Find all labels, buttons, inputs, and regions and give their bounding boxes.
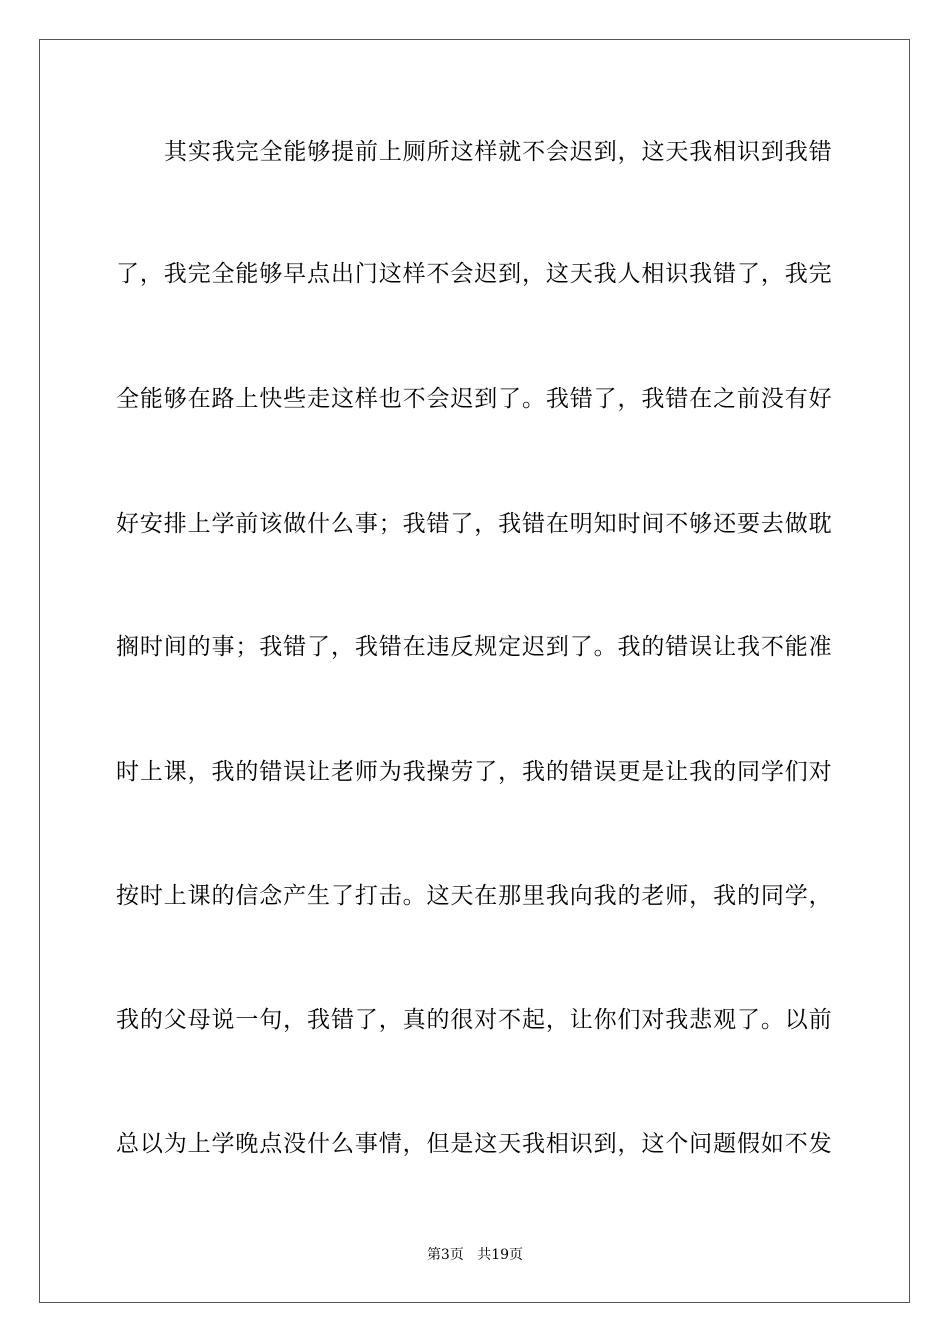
paragraph-line: 好安排上学前该做什么事；我错了，我错在明知时间不够还要去做耽 bbox=[116, 511, 832, 537]
paragraph-line: 其实我完全能够提前上厕所这样就不会迟到，这天我相识到我错 bbox=[164, 139, 832, 165]
paragraph-line: 搁时间的事；我错了，我错在违反规定迟到了。我的错误让我不能准 bbox=[116, 634, 832, 660]
paragraph-line: 全能够在路上快些走这样也不会迟到了。我错了，我错在之前没有好 bbox=[116, 386, 832, 412]
page-number: 第3页 bbox=[426, 1247, 464, 1263]
paragraph-line: 时上课，我的错误让老师为我操劳了，我的错误更是让我的同学们对 bbox=[116, 759, 832, 785]
page-footer bbox=[0, 1246, 950, 1264]
paragraph-line: 了，我完全能够早点出门这样不会迟到，这天我人相识我错了，我完 bbox=[116, 261, 832, 287]
paragraph-line: 按时上课的信念产生了打击。这天在那里我向我的老师，我的同学， bbox=[116, 883, 832, 909]
page-total: 共19页 bbox=[477, 1247, 524, 1263]
page-border bbox=[39, 39, 910, 1303]
paragraph-line: 总以为上学晚点没什么事情，但是这天我相识到，这个问题假如不发 bbox=[116, 1131, 832, 1157]
paragraph-line: 我的父母说一句，我错了，真的很对不起，让你们对我悲观了。以前 bbox=[116, 1007, 832, 1033]
